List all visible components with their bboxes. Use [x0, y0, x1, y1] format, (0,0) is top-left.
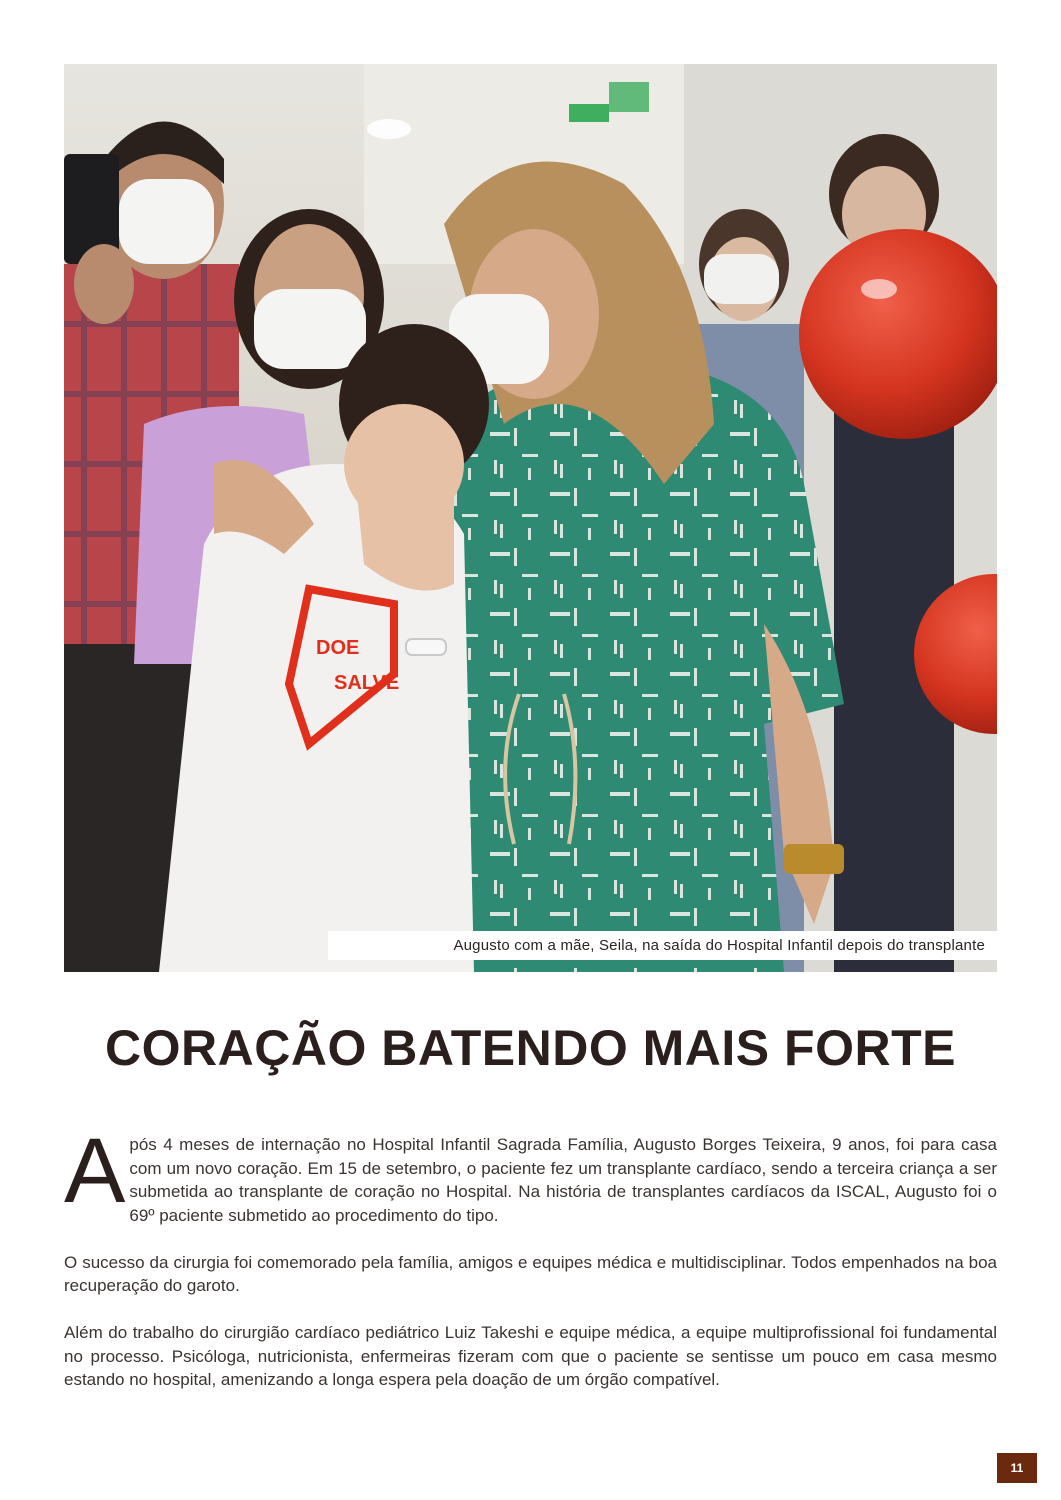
- watch-icon: [784, 844, 844, 874]
- photo-caption: Augusto com a mãe, Seila, na saída do Hospital Infantil depois do transplante: [328, 931, 997, 960]
- paragraph-text: pós 4 meses de internação no Hospital Infantil Sagrada Família, Augusto Borges Teixeira, 9 anos, foi para casa com um novo coração. Em 15 de setembro, o paciente fez um transplante cardíaco, sendo a terceira criança a ser submetida ao transplante de coração no Hospital. Na história de transplantes cardíacos da ISCAL, Augusto foi o 69º paciente submetido ao procedimento do tipo.: [129, 1135, 997, 1225]
- article-photo: [64, 64, 997, 972]
- article-paragraph: [64, 1120, 997, 1227]
- drop-cap: A: [64, 1120, 126, 1222]
- article-headline: CORAÇÃO BATENDO MAIS FORTE: [105, 1020, 956, 1076]
- photo-illustration: [64, 64, 997, 972]
- article-paragraph: O sucesso da cirurgia foi comemorado pela família, amigos e equipes médica e multidisciplinar. Todos empenhados na boa recuperação do garoto.: [64, 1252, 997, 1295]
- page-number: 11: [997, 1453, 1037, 1483]
- article-body: [64, 1120, 997, 1415]
- exit-sign-icon: [569, 104, 609, 122]
- shirt-print-line-1: DOE: [316, 637, 360, 659]
- article-paragraph: Além do trabalho do cirurgião cardíaco pediátrico Luiz Takeshi e equipe médica, a equipe multiprofissional foi fundamental no processo. Psicóloga, nutricionista, enfermeiras fizeram com que o paciente se sentisse um pouco em casa mesmo estando no hospital, amenizando a longa espera pela doação de um órgão compatível.: [64, 1323, 997, 1389]
- shirt-print-line-2: SALVE: [334, 672, 400, 694]
